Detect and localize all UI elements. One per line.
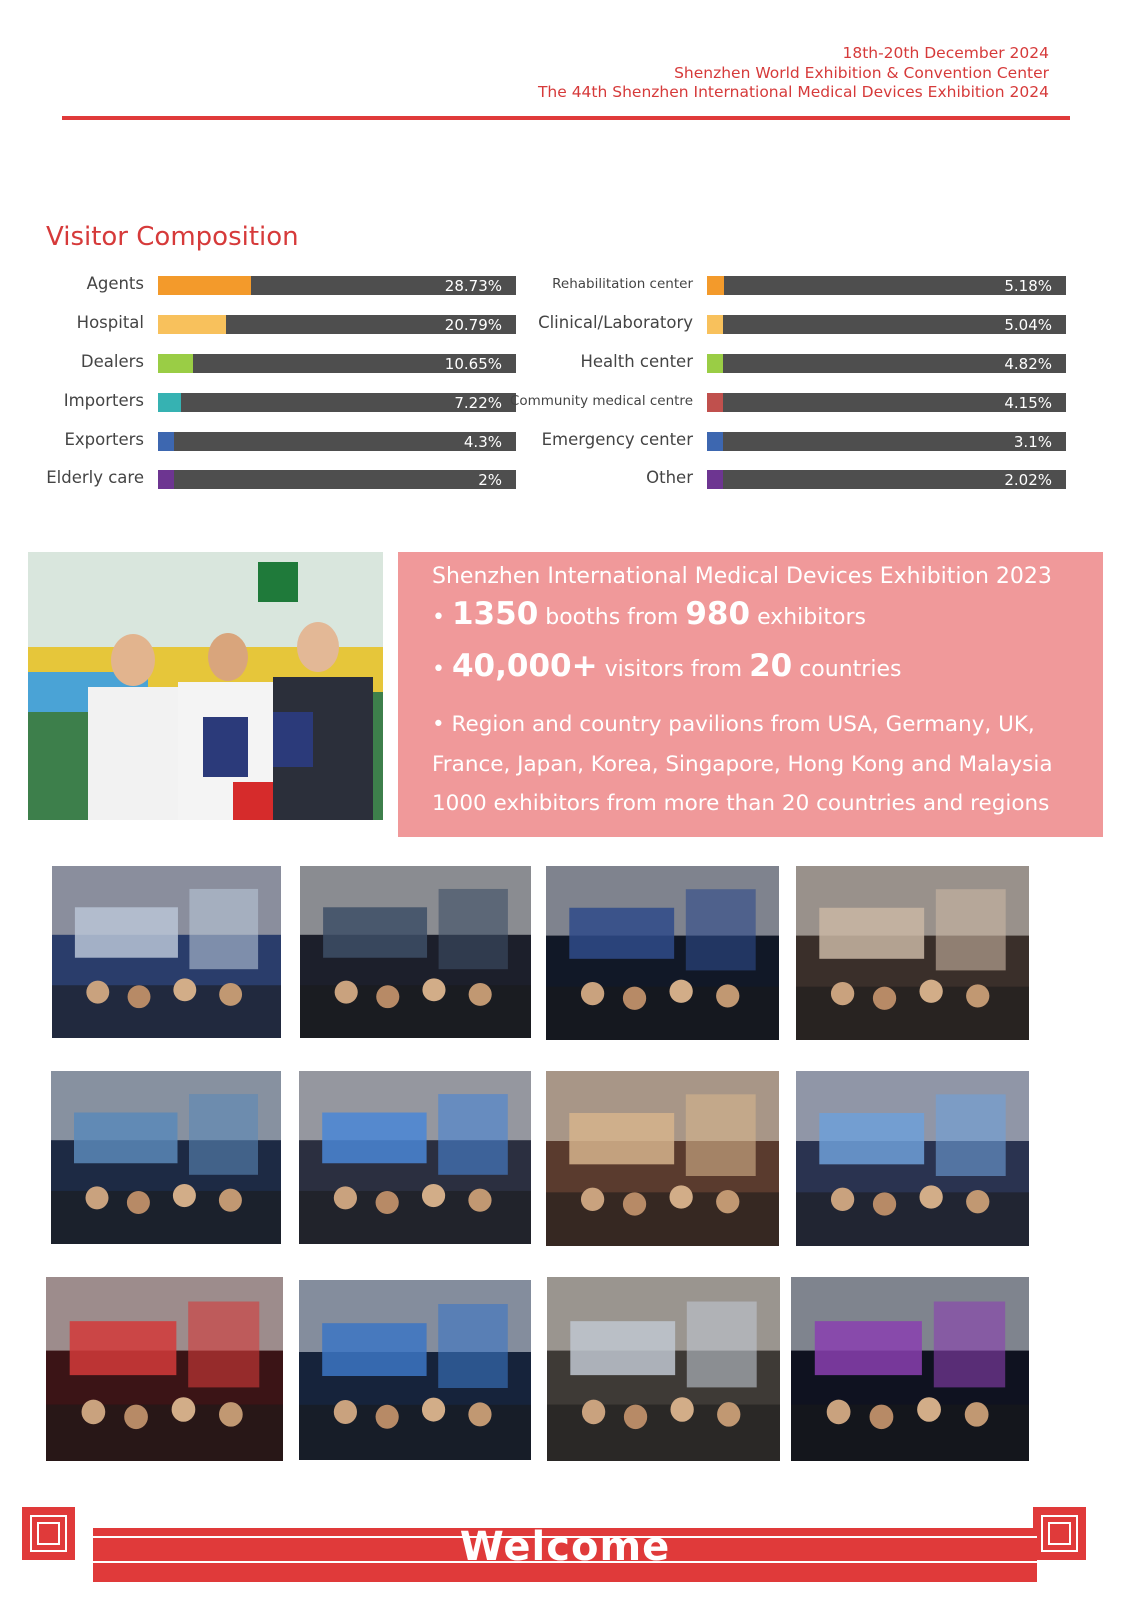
- bar-label: Other: [646, 468, 693, 487]
- bar-value: 10.65%: [444, 355, 502, 373]
- header-divider: [62, 116, 1070, 120]
- bar-row: [0, 432, 1131, 451]
- exhibition-photo: [299, 1280, 531, 1460]
- exhibition-photo: [300, 866, 531, 1038]
- welcome-text: Welcome: [459, 1524, 671, 1570]
- bar-track: [707, 354, 1066, 373]
- exhibitors-count: 980: [685, 596, 751, 632]
- bar-fill: [707, 354, 723, 373]
- bar-label: Community medical centre: [509, 393, 693, 409]
- exhibition-photo: [796, 866, 1029, 1040]
- bar-row: [0, 315, 1131, 334]
- bar-label: Elderly care: [46, 468, 144, 487]
- visitors-count: 40,000+: [451, 648, 598, 684]
- bar-value: 4.15%: [1004, 394, 1052, 412]
- summary-paragraph: • Region and country pavilions from USA, Germany, UK, France, Japan, Korea, Singapore, Hong Kong and Malaysia 1000 exhibitors from more than 20 countries and regions: [432, 705, 1092, 824]
- summary-visitors-line: • 40,000+ visitors from 20 countries: [432, 648, 902, 684]
- bar-track: [707, 276, 1066, 295]
- bar-value: 4.82%: [1004, 355, 1052, 373]
- bar-value: 3.1%: [1013, 433, 1052, 451]
- bar-track: [707, 432, 1066, 451]
- bar-track: [707, 393, 1066, 412]
- bar-value: 5.04%: [1004, 316, 1052, 334]
- booths-text: booths from: [538, 605, 686, 630]
- event-venue: Shenzhen World Exhibition & Convention Center: [674, 63, 1049, 82]
- exhibition-photo: [547, 1277, 780, 1461]
- bar-fill: [707, 276, 724, 295]
- exhibition-photo: [546, 1071, 779, 1246]
- bar-label: Health center: [580, 352, 693, 371]
- bar-row: [0, 354, 1131, 373]
- exhibitors-text: exhibitors: [750, 605, 866, 630]
- bar-row: [0, 470, 1131, 489]
- bar-label: Dealers: [80, 352, 144, 371]
- exhibition-photo: [51, 1071, 281, 1244]
- section-title: Visitor Composition: [46, 222, 299, 252]
- bar-label: Agents: [86, 274, 144, 293]
- booths-count: 1350: [451, 596, 539, 632]
- bar-fill: [707, 393, 723, 412]
- bar-fill: [707, 432, 723, 451]
- exhibition-photo: [46, 1277, 283, 1461]
- pavilions-text: Region and country pavilions from USA, Germany, UK, France, Japan, Korea, Singapore, Hong Kong and Malaysia: [432, 712, 1053, 777]
- countries-count: 20: [749, 648, 793, 684]
- hero-photo: [28, 552, 383, 820]
- visitors-text: visitors from: [597, 657, 750, 682]
- bar-label: Clinical/Laboratory: [538, 313, 693, 332]
- summary-title: Shenzhen International Medical Devices Exhibition 2023: [432, 564, 1052, 589]
- bar-value: 2%: [478, 471, 502, 489]
- bar-value: 20.79%: [444, 316, 502, 334]
- bar-track: [707, 315, 1066, 334]
- bar-label: Importers: [63, 391, 144, 410]
- bar-label: Rehabilitation center: [552, 276, 693, 292]
- bar-value: 5.18%: [1004, 277, 1052, 295]
- exhibition-photo: [546, 866, 779, 1040]
- bar-label: Exporters: [64, 430, 144, 449]
- bar-fill: [707, 315, 723, 334]
- exhibitors-regions-text: 1000 exhibitors from more than 20 countries and regions: [432, 791, 1050, 816]
- exhibition-photo: [52, 866, 281, 1038]
- summary-booths-line: • 1350 booths from 980 exhibitors: [432, 596, 866, 632]
- exhibition-photo: [299, 1071, 531, 1244]
- bar-row: [0, 393, 1131, 412]
- exhibition-photo: [791, 1277, 1029, 1461]
- exhibition-2023-summary: [398, 552, 1103, 837]
- bar-track: [707, 470, 1066, 489]
- event-dates: 18th-20th December 2024: [842, 44, 1049, 62]
- corner-ornament-left: [22, 1507, 75, 1560]
- bar-value: 7.22%: [454, 394, 502, 412]
- bar-row: [0, 276, 1131, 295]
- bar-value: 28.73%: [444, 277, 502, 295]
- event-name: The 44th Shenzhen International Medical Devices Exhibition 2024: [537, 83, 1049, 101]
- bar-value: 2.02%: [1004, 471, 1052, 489]
- event-header: [538, 44, 1049, 103]
- bar-label: Hospital: [76, 313, 144, 332]
- bar-value: 4.3%: [463, 433, 502, 451]
- corner-ornament-right: [1033, 1507, 1086, 1560]
- welcome-banner: [93, 1524, 1037, 1582]
- bar-fill: [707, 470, 723, 489]
- countries-text: countries: [792, 657, 902, 682]
- exhibition-photo: [796, 1071, 1029, 1246]
- bar-label: Emergency center: [541, 430, 693, 449]
